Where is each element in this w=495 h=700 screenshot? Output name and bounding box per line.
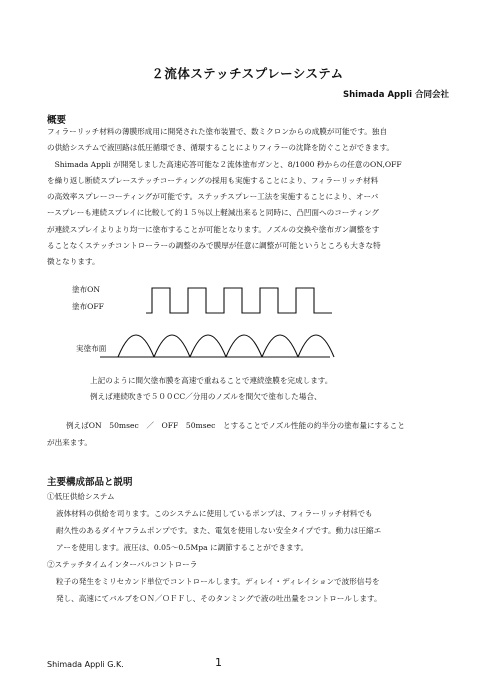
coating-arc [226,335,262,357]
component-1-line: アーを使用します。液圧は、0.05～0.5Mpa に調節することができます。 [56,543,309,552]
coating-arc [118,335,154,357]
coating-arc [190,335,226,357]
label-actual-surface: 実塗布面 [76,344,107,353]
overview-line: フィラーリッチ材料の薄膜形成用に開発された塗布装置で、数ミクロンからの成膜が可能です。独自 [47,127,388,136]
explanation-line: 例えば連続吹きで５００CC／分用のノズルを間欠で塗布した場合、 [90,392,322,401]
component-1-title: ①低圧供給システム [47,492,115,501]
overview-line: が連続スプレイよりより均一に塗布することが可能となります。ノズルの交換や塗布ガン調整をす [47,224,380,234]
waveform-svg [60,270,420,370]
overview-heading: 概要 [47,115,67,126]
coating-arcs [118,335,334,357]
overview-line: の供給システムで液回路は低圧循環でき、循環することによりフィラーの沈降を防ぐことができます。 [47,143,395,153]
overview-line: の高效率スプレーコーティングが可能です。ステッチスプレー工法を実施することにより、オーバ [47,192,379,202]
coating-arc [262,335,298,357]
component-2-line: 粒子の発生をミリセカンド単位でコントロールします。ディレイ・ディレイションで波形信号を [56,577,380,586]
overview-line: を繰り返し断続スプレーステッチコーティングの採用も実施することにより、フィラーリッチ材料 [47,175,379,185]
document-title: ２流体ステッチスプレーシステム [151,66,344,81]
overview-line: Shimada Appli が開発しました高速応答可能な２流体塗布ガンと、8/1000 秒からの任意のON,OFF [47,159,402,169]
overview-line: 徴となります。 [47,257,100,267]
company-name: Shimada Appli 合同会社 [343,90,449,100]
footer-company: Shimada Appli G.K. [47,660,124,669]
component-2-title: ②ステッチタイムインターバルコントローラ [47,560,198,569]
component-2-line: 発し、高速にてバルブをＯＮ／ＯＦＦし、そのタンミングで液の吐出量をコントロールします。 [56,594,382,603]
explanation-line: 上記のように間欠塗布膜を高速で重ねることで連続塗膜を完成します。 [90,376,333,385]
label-spray-on: 塗布ON [72,285,101,294]
on-off-pulse-waveform [146,288,332,313]
stitch-spray-diagram [60,270,420,370]
overview-line: ースプレーも連続スプレイに比較して約１５％以上軽減出来ると同時に、凸凹面へのコーティング [47,208,379,218]
components-heading: 主要構成部品と説明 [47,477,133,488]
component-1-line: 耐久性のあるダイヤフラムポンプです。また、電気を使用しない安全タイプです。動力は圧縮エ [56,526,382,535]
coating-arc [154,335,190,357]
explanation-line: 例えばON 50msec ／ OFF 50msec とすることでノズル性能の約半分の塗布量にすること [66,421,405,430]
page-number: 1 [215,656,222,669]
explanation-line: が出来ます。 [47,438,92,447]
component-1-line: 液体材料の供給を司ります。このシステムに使用しているポンプは、フィラーリッチ材料でも [56,509,373,518]
coating-arc [298,335,334,357]
label-spray-off: 塗布OFF [72,302,104,311]
overview-line: ることなくステッチコントローラーの調整のみで膜厚が任意に調整が可能というところも大きな特 [47,241,381,251]
overview-paragraph [47,124,452,271]
